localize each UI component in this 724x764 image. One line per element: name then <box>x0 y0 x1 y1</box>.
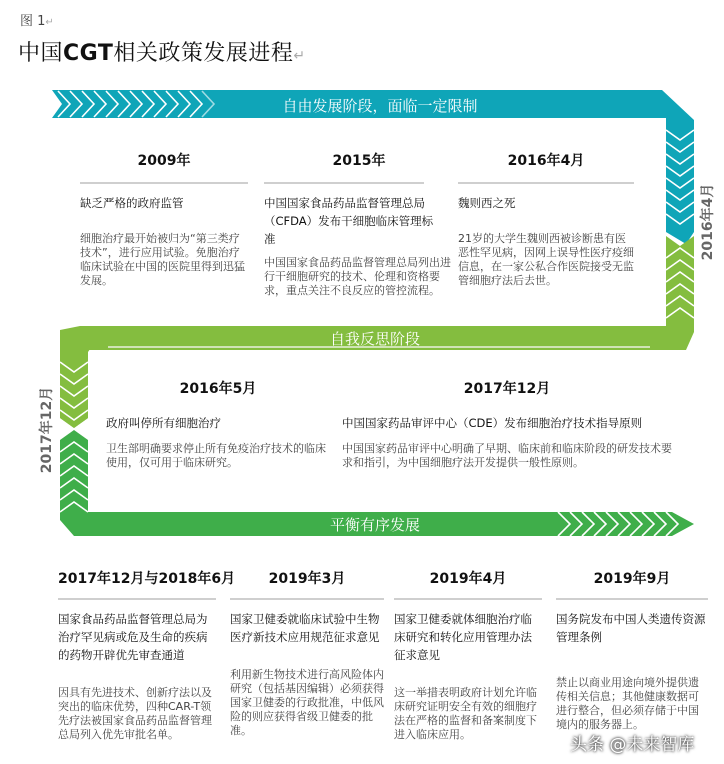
divider <box>80 182 248 184</box>
page-title: 中国CGT相关政策发展进程↵ <box>18 41 306 66</box>
event-date: 2016年5月 <box>179 381 257 397</box>
divider <box>458 182 634 184</box>
event-body: 卫生部明确要求停止所有免疫治疗技术的临床使用，仅可用于临床研究。 <box>106 442 326 469</box>
watermark: 头条 @未来智库 <box>570 735 695 755</box>
divider <box>230 598 384 600</box>
divider <box>394 598 542 600</box>
event-heading: 政府叫停所有细胞治疗 <box>106 416 221 430</box>
event-body: 禁止以商业用途向境外提供遗传相关信息；其他健康数据可进行整合，但必须存储于中国境内的服务器上。 <box>556 676 699 731</box>
event-2016-04 <box>458 150 634 288</box>
event-body: 细胞治疗最开始被归为“第三类疗技术”，进行应用试验。免胞治疗临床试验在中国的医院里得到迅猛发展。 <box>80 232 245 287</box>
event-2009 <box>80 150 248 288</box>
stage-label-self-reflection: 自我反思阶段 <box>329 330 420 348</box>
event-date: 2017年12月与2018年6月 <box>58 571 236 587</box>
event-body: 因具有先进技术、创新疗法以及突出的临床优势，四种CAR-T领先疗法被国家食品药品监督管理总局列入优先审批名单。 <box>58 686 212 741</box>
side-date-left: 2017年12月 <box>39 386 55 474</box>
event-date: 2009年 <box>137 153 191 169</box>
event-2017-12-2018-06 <box>58 568 236 742</box>
event-2017-12 <box>342 378 672 470</box>
stage-label-free-development: 自由发展阶段，面临一定限制 <box>282 97 478 115</box>
event-heading: 国家卫健委就临床试验中生物医疗新技术应用规范征求意见 <box>230 612 380 644</box>
event-date: 2015年 <box>332 153 386 169</box>
event-body: 利用新生物技术进行高风险体内研究（包括基因编辑）必须获得国家卫健委的行政批准，中低风险的则应获得省级卫健委的批准。 <box>230 668 384 737</box>
event-heading: 缺乏严格的政府监管 <box>80 196 184 210</box>
event-body: 中国国家药品审评中心明确了早期、临床前和临床阶段的研发技术要求和指引，为中国细胞疗法开发提供一般性原则。 <box>342 442 672 469</box>
event-2015 <box>264 150 454 298</box>
event-heading: 魏则西之死 <box>458 196 516 210</box>
event-heading: 中国国家食品药品监督管理总局（CFDA）发布干细胞临床管理标准 <box>264 196 434 246</box>
divider <box>58 598 216 600</box>
event-date: 2019年4月 <box>429 571 507 587</box>
event-2019-04 <box>394 568 542 742</box>
divider <box>264 182 424 184</box>
stage-label-balanced-development: 平衡有序发展 <box>329 516 420 534</box>
event-body: 中国国家食品药品监督管理总局列出进行干细胞研究的技术、伦理和资格要求，重点关注不良反应的管控流程。 <box>264 256 451 297</box>
event-heading: 国务院发布中国人类遗传资源管理条例 <box>556 612 706 644</box>
figure-label: 图 1↵ <box>20 14 54 29</box>
event-date: 2019年3月 <box>268 571 346 587</box>
event-date: 2019年9月 <box>593 571 671 587</box>
event-heading: 中国国家药品审评中心（CDE）发布细胞治疗技术指导原则 <box>342 416 643 430</box>
event-heading: 国家卫健委就体细胞治疗临床研究和转化应用管理办法征求意见 <box>394 612 532 662</box>
side-date-right: 2016年4月 <box>700 183 716 261</box>
event-date: 2017年12月 <box>463 381 551 397</box>
event-2019-03 <box>230 568 384 738</box>
divider <box>556 598 708 600</box>
event-heading: 国家食品药品监督管理总局为治疗罕见病或危及生命的疾病的药物开辟优先审查通道 <box>58 612 208 662</box>
event-2016-05 <box>106 378 330 470</box>
event-2019-09 <box>556 568 708 732</box>
event-date: 2016年4月 <box>507 153 585 169</box>
event-body: 21岁的大学生魏则西被诊断患有医恶性罕见病，因网上误导性医疗疫细信息，在一家公私合作医院接受无监管细胞疗法后去世。 <box>458 232 634 287</box>
event-body: 这一举措表明政府计划允许临床研究证明安全有效的细胞疗法在严格的监督和备案制度下进入临床应用。 <box>394 686 537 741</box>
